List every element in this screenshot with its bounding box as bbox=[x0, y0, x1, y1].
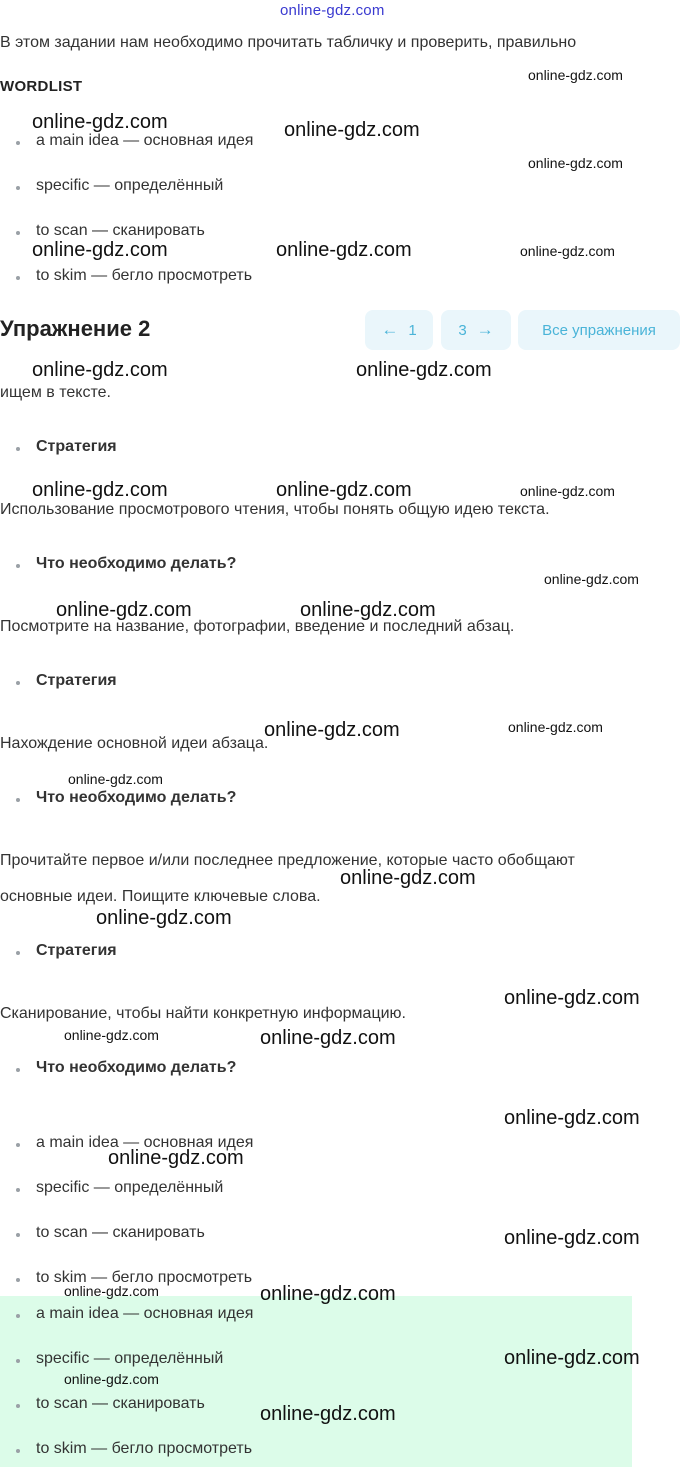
watermark: online-gdz.com bbox=[356, 359, 492, 381]
watermark: online-gdz.com bbox=[56, 599, 192, 621]
watermark: online-gdz.com bbox=[528, 155, 623, 171]
list-item: specific — определённый bbox=[18, 1350, 223, 1368]
watermark: online-gdz.com bbox=[68, 771, 163, 787]
paragraph: Сканирование, чтобы найти конкретную информацию. bbox=[0, 1005, 406, 1022]
site-header-label: online-gdz.com bbox=[280, 2, 385, 19]
watermark: online-gdz.com bbox=[264, 719, 400, 741]
list-item: a main idea — основная идея bbox=[18, 1305, 253, 1323]
paragraph: основные идеи. Поищите ключевые слова. bbox=[0, 888, 321, 905]
list-item: Что необходимо делать? bbox=[18, 789, 236, 807]
paragraph: Нахождение основной идеи абзаца. bbox=[0, 735, 269, 752]
arrow-right-icon: → bbox=[476, 320, 494, 339]
next-exercise-button[interactable]: 3 → bbox=[441, 310, 511, 350]
partial-line: ищем в тексте. bbox=[0, 384, 111, 401]
watermark: online-gdz.com bbox=[504, 1227, 640, 1249]
watermark: online-gdz.com bbox=[528, 67, 623, 83]
list-item: to scan — сканировать bbox=[18, 1224, 205, 1242]
arrow-left-icon: ← bbox=[381, 320, 399, 339]
watermark: online-gdz.com bbox=[544, 571, 639, 587]
watermark: online-gdz.com bbox=[260, 1283, 396, 1305]
watermark: online-gdz.com bbox=[64, 1027, 159, 1043]
watermark: online-gdz.com bbox=[260, 1403, 396, 1425]
watermark: online-gdz.com bbox=[32, 359, 168, 381]
list-item: Что необходимо делать? bbox=[18, 555, 236, 573]
watermark: online-gdz.com bbox=[276, 239, 412, 261]
watermark: online-gdz.com bbox=[276, 479, 412, 501]
watermark: online-gdz.com bbox=[504, 987, 640, 1009]
watermark: online-gdz.com bbox=[504, 1347, 640, 1369]
watermark: online-gdz.com bbox=[504, 1107, 640, 1129]
intro-text: В этом задании нам необходимо прочитать табличку и проверить, правильно bbox=[0, 34, 577, 51]
watermark: online-gdz.com bbox=[340, 867, 476, 889]
watermark: online-gdz.com bbox=[520, 483, 615, 499]
exercise-title: Упражнение 2 bbox=[0, 316, 151, 341]
paragraph: Прочитайте первое и/или последнее предложение, которые часто обобщают bbox=[0, 852, 575, 869]
watermark: online-gdz.com bbox=[284, 119, 420, 141]
paragraph: Посмотрите на название, фотографии, введение и последний абзац. bbox=[0, 618, 515, 635]
list-item: Стратегия bbox=[18, 942, 117, 960]
prev-exercise-button[interactable]: ← 1 bbox=[365, 310, 433, 350]
list-item: a main idea — основная идея bbox=[18, 132, 253, 150]
list-item: to scan — сканировать bbox=[18, 1395, 205, 1413]
watermark: online-gdz.com bbox=[96, 907, 232, 929]
watermark: online-gdz.com bbox=[64, 1371, 159, 1387]
watermark: online-gdz.com bbox=[508, 719, 603, 735]
watermark: online-gdz.com bbox=[64, 1283, 159, 1299]
all-exercises-button[interactable]: Все упражнения bbox=[518, 310, 680, 350]
list-item: to scan — сканировать bbox=[18, 222, 205, 240]
list-item: Что необходимо делать? bbox=[18, 1059, 236, 1077]
list-item: Стратегия bbox=[18, 672, 117, 690]
list-item: a main idea — основная идея bbox=[18, 1134, 253, 1152]
list-item: to skim — бегло просмотреть bbox=[18, 1269, 252, 1287]
list-item: to skim — бегло просмотреть bbox=[18, 267, 252, 285]
list-item: specific — определённый bbox=[18, 177, 223, 195]
watermark: online-gdz.com bbox=[260, 1027, 396, 1049]
watermark: online-gdz.com bbox=[300, 599, 436, 621]
watermark: online-gdz.com bbox=[32, 239, 168, 261]
list-item: specific — определённый bbox=[18, 1179, 223, 1197]
watermark: online-gdz.com bbox=[108, 1147, 244, 1169]
watermark: online-gdz.com bbox=[32, 111, 168, 133]
list-item: to skim — бегло просмотреть bbox=[18, 1440, 252, 1458]
watermark: online-gdz.com bbox=[520, 243, 615, 259]
watermark: online-gdz.com bbox=[32, 479, 168, 501]
paragraph: Использование просмотрового чтения, чтобы понять общую идею текста. bbox=[0, 501, 550, 518]
list-item: Стратегия bbox=[18, 438, 117, 456]
wordlist-heading: WORDLIST bbox=[0, 78, 83, 95]
